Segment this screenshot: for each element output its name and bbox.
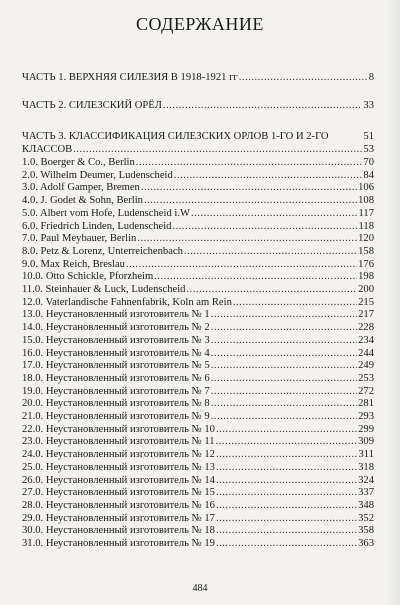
leader-dots [136, 157, 363, 169]
leader-dots [216, 513, 357, 525]
toc-entry [22, 182, 374, 194]
toc-entry-label: 10.0. Otto Schickle, Pforzheim [22, 271, 154, 283]
toc-entry-page: 84 [363, 169, 374, 181]
toc-entry [22, 513, 374, 525]
toc-entry-page: 228 [358, 322, 374, 334]
leader-dots [211, 309, 357, 321]
leader-dots [191, 208, 358, 220]
toc-entry [22, 233, 374, 245]
toc-entry [22, 271, 374, 283]
leader-dots [216, 538, 357, 550]
toc-entry-label: 9.0. Max Reich, Breslau [22, 258, 125, 270]
toc-entry-label: 1.0. Boerger & Co., Berlin [22, 157, 135, 168]
toc-entry-page: 272 [358, 385, 374, 397]
toc-entry-label: 11.0. Steinhauer & Luck, Ludenscheid [22, 284, 186, 295]
toc-entry-page: 234 [358, 334, 374, 346]
toc-entry-page: 324 [358, 474, 374, 486]
leader-dots [186, 284, 357, 296]
toc-entry-label: 26.0. Неустановленный изготовитель № 14 [22, 474, 215, 486]
toc-entry-page: 217 [358, 309, 374, 321]
toc-entry [22, 436, 374, 448]
toc-entry [22, 424, 374, 436]
toc-entry-label: 29.0. Неустановленный изготовитель № 17 [22, 512, 215, 524]
toc-entry-label: 2.0. Wilhelm Deumer, Ludenscheid [22, 169, 173, 181]
toc-entry-page: 253 [358, 372, 374, 384]
toc-entry-page: 120 [358, 233, 374, 245]
toc-entry [22, 386, 374, 398]
toc-entry-label: 24.0. Неустановленный изготовитель № 12 [22, 449, 215, 461]
leader-dots [216, 462, 357, 474]
toc-entry-page: 337 [358, 487, 374, 499]
toc-entry-label: 21.0. Неустановленный изготовитель № 9 [22, 411, 210, 422]
toc-part-3-heading [22, 131, 374, 143]
toc-entry-label: 4.0. J. Godet & Sohn, Berlin [22, 195, 143, 207]
toc-part-2-page: 33 [363, 100, 374, 111]
leader-dots [216, 500, 357, 512]
toc-entry-page: 348 [358, 499, 374, 511]
leader-dots [174, 170, 363, 182]
toc-entry-page: 358 [358, 525, 374, 537]
toc-entry [22, 487, 374, 499]
leader-dots [239, 72, 368, 84]
leader-dots [211, 322, 357, 334]
leader-dots [216, 525, 357, 537]
toc-entry-label: 22.0. Неустановленный изготовитель № 10 [22, 423, 215, 435]
toc-entry-label: 20.0. Неустановленный изготовитель № 8 [22, 398, 210, 410]
toc-entry-page: 108 [358, 195, 374, 207]
toc-entry-page: 281 [358, 398, 374, 410]
toc-part-1-label: ЧАСТЬ 1. ВЕРХНЯЯ СИЛЕЗИЯ В 1918-1921 гг [22, 72, 238, 83]
toc-entry-page: 299 [358, 423, 374, 435]
toc-entry-page: 117 [358, 207, 374, 219]
toc-entry-page: 176 [358, 258, 374, 270]
leader-dots [184, 246, 357, 258]
leader-dots [211, 335, 357, 347]
toc-entry [22, 500, 374, 512]
toc-entry [22, 322, 374, 334]
leader-dots [141, 182, 357, 194]
toc-entry [22, 525, 374, 537]
leader-dots [211, 411, 357, 423]
toc-entry-page: 200 [358, 284, 374, 295]
toc-entry [22, 170, 374, 182]
toc-entry-label: 30.0. Неустановленный изготовитель № 18 [22, 525, 215, 537]
toc-entry [22, 208, 374, 220]
toc-entry [22, 246, 374, 258]
toc-entry-label: 27.0. Неустановленный изготовитель № 15 [22, 487, 215, 499]
leader-dots [163, 100, 362, 112]
toc-entry [22, 195, 374, 207]
toc-entry-page: 106 [358, 182, 374, 194]
toc-entry [22, 360, 374, 372]
page-number: 484 [192, 583, 208, 594]
toc-entry-page: 309 [358, 436, 374, 448]
toc-entry-page: 70 [363, 157, 374, 168]
toc-entry-label: 7.0. Paul Meybauer, Berlin [22, 233, 137, 245]
leader-dots [137, 233, 357, 245]
toc-entry-page: 249 [358, 360, 374, 372]
toc-entry-page: 215 [358, 296, 374, 308]
toc-part-3-heading-label: ЧАСТЬ 3. КЛАССИФИКАЦИЯ СИЛЕЗСКИХ ОРЛОВ 1-ГО И 2-ГО [22, 131, 329, 142]
leader-dots [211, 386, 357, 398]
leader-dots [154, 271, 357, 283]
toc-entry [22, 373, 374, 385]
leader-dots [216, 424, 357, 436]
leader-dots [144, 195, 357, 207]
toc-entry-page: 311 [358, 449, 374, 461]
toc-entry-label: 19.0. Неустановленный изготовитель № 7 [22, 385, 210, 397]
toc-entry [22, 309, 374, 321]
toc-entry-page: 118 [358, 220, 374, 232]
toc-entry-label: 14.0. Неустановленный изготовитель № 2 [22, 322, 210, 334]
toc-entry-label: 15.0. Неустановленный изготовитель № 3 [22, 334, 210, 346]
toc-entry [22, 449, 374, 461]
toc-entry-page: 363 [358, 538, 374, 549]
toc-part-1 [22, 72, 374, 84]
toc-entry-label: 6.0. Friedrich Linden, Ludenscheid [22, 220, 172, 232]
toc-entry [22, 475, 374, 487]
leader-dots [211, 398, 357, 410]
toc-entry-page: 198 [358, 271, 374, 283]
toc-entry-page: 318 [358, 461, 374, 473]
leader-dots [216, 475, 357, 487]
toc-part-2 [22, 100, 374, 112]
leader-dots [126, 259, 357, 271]
toc-part-3-heading-label-cont: КЛАССОВ [22, 144, 73, 155]
toc-entry-page: 244 [358, 347, 374, 359]
toc-part-3-heading-page-cont: 53 [363, 144, 374, 155]
leader-dots [216, 449, 358, 461]
toc-entry-label: 23.0. Неустановленный изготовитель № 11 [22, 436, 215, 448]
toc-part-3-heading-page: 51 [363, 131, 374, 142]
toc-entry [22, 398, 374, 410]
toc-entry-label: 12.0. Vaterlandische Fahnenfabrik, Koln am Rein [22, 296, 232, 308]
toc-entry-label: 5.0. Albert vom Hofe, Ludenscheid i.W [22, 207, 190, 219]
toc-entry [22, 335, 374, 347]
leader-dots [216, 436, 358, 448]
toc-entry-label: 8.0. Petz & Lorenz, Unterreichenbach [22, 245, 183, 257]
page-title: СОДЕРЖАНИЕ [136, 14, 264, 34]
toc-entry-label: 28.0. Неустановленный изготовитель № 16 [22, 499, 215, 511]
toc-entry [22, 462, 374, 474]
toc-entry-label: 16.0. Неустановленный изготовитель № 4 [22, 347, 210, 359]
leader-dots [216, 487, 357, 499]
toc-entry-label: 18.0. Неустановленный изготовитель № 6 [22, 372, 210, 384]
page-edge-shadow [386, 0, 400, 605]
leader-dots [211, 373, 357, 385]
toc-entry [22, 221, 374, 233]
toc-entry-label: 31.0. Неустановленный изготовитель № 19 [22, 538, 215, 549]
leader-dots [233, 297, 357, 309]
toc-entry-label: 17.0. Неустановленный изготовитель № 5 [22, 360, 210, 372]
toc-part-1-page: 8 [368, 72, 374, 83]
toc-entry [22, 157, 374, 169]
toc-entry [22, 284, 374, 296]
leader-dots [73, 144, 362, 156]
toc-part-3-heading-cont [22, 144, 374, 156]
toc-part-2-label: ЧАСТЬ 2. СИЛЕЗСКИЙ ОРЁЛ [22, 100, 162, 111]
toc-entry-page: 352 [358, 512, 374, 524]
toc-entry [22, 259, 374, 271]
toc-entry [22, 348, 374, 360]
toc-entry-page: 293 [358, 411, 374, 422]
toc-entry [22, 538, 374, 550]
toc-entry-label: 3.0. Adolf Gamper, Bremen [22, 182, 140, 194]
toc-entry-label: 13.0. Неустановленный изготовитель № 1 [22, 309, 210, 321]
leader-dots [211, 348, 357, 360]
toc-entry-label: 25.0. Неустановленный изготовитель № 13 [22, 461, 215, 473]
toc-entry [22, 297, 374, 309]
leader-dots [172, 221, 357, 233]
toc-entry [22, 411, 374, 423]
toc-entry-page: 158 [358, 245, 374, 257]
leader-dots [211, 360, 357, 372]
